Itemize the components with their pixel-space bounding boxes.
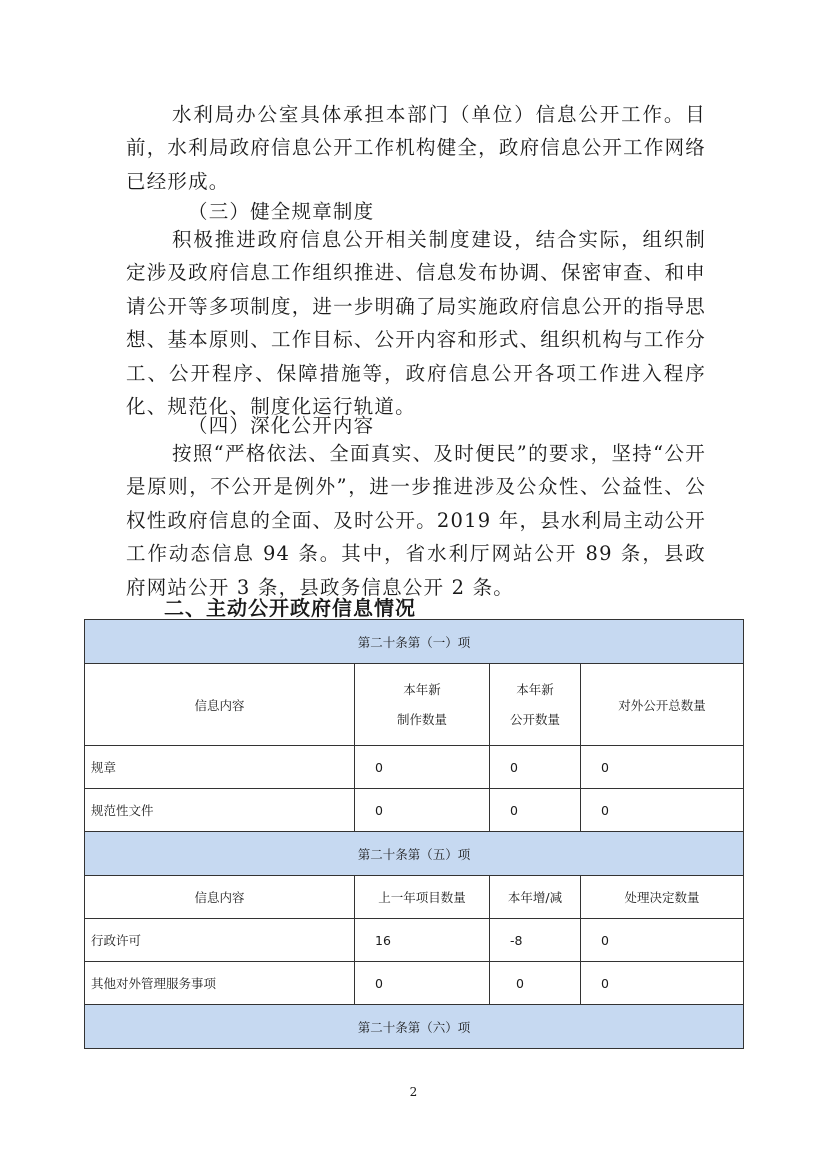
header-info-content: 信息内容: [85, 664, 355, 746]
row-value: 0: [355, 962, 490, 1005]
band-article-20-6: 第二十条第（六）项: [85, 1005, 744, 1049]
paragraph-rules: 积极推进政府信息公开相关制度建设，结合实际，组织制定涉及政府信息工作组织推进、信息发布协调、保密审查、和申请公开等多项制度，进一步明确了局实施政府信息公开的指导思想、基本原则、工作目标、公开内容和形式、组织机构与工作分工、公开程序、保障措施等，政府信息公开各项工作进入程序化、规范化、制度化运行轨道。: [126, 228, 706, 419]
row-value: 0: [581, 789, 744, 832]
table-row: [85, 919, 744, 962]
row-name: 规章: [85, 746, 355, 789]
header-total-published: 对外公开总数量: [581, 664, 744, 746]
row-value: 0: [581, 962, 744, 1005]
row-name: 行政许可: [85, 919, 355, 962]
row-value: 0: [581, 746, 744, 789]
row-value: 0: [490, 962, 581, 1005]
paragraph-content: 按照“严格依法、全面真实、及时便民”的要求，坚持“公开是原则，不公开是例外”，进一步推进涉及公众性、公益性、公权性政府信息的全面、及时公开。2019 年，县水利局主动公开工作动态信息 94 条。其中，省水利厅网站公开 89 条，县政府网站公开 3 条，县政务信息公开 2 条。: [126, 442, 706, 599]
row-value: -8: [490, 919, 581, 962]
header-new-published-line1: 本年新: [516, 681, 554, 697]
row-name: 其他对外管理服务事项: [85, 962, 355, 1005]
row-value: 0: [581, 919, 744, 962]
header-new-published: [490, 664, 581, 746]
table-header-row: [85, 876, 744, 919]
row-value: 0: [490, 789, 581, 832]
table-band-row: [85, 832, 744, 876]
table-row: [85, 746, 744, 789]
header-new-published-line2: 公开数量: [509, 711, 560, 727]
header-year-change: 本年增/减: [490, 876, 581, 919]
subheading-rules: （三）健全规章制度: [188, 200, 375, 223]
header-decision-count: 处理决定数量: [581, 876, 744, 919]
disclosure-table: [84, 619, 744, 1049]
band-article-20-5: 第二十条第（五）项: [85, 832, 744, 876]
section-heading: 二、主动公开政府信息情况: [164, 596, 416, 620]
table-band-row: [85, 1005, 744, 1049]
table-row: [85, 789, 744, 832]
header-prev-year-count: 上一年项目数量: [355, 876, 490, 919]
row-value: 0: [355, 789, 490, 832]
page-number: 2: [409, 1085, 418, 1099]
row-value: 0: [490, 746, 581, 789]
header-new-made-line1: 本年新: [403, 681, 441, 697]
table-band-row: [85, 620, 744, 664]
table-row: [85, 962, 744, 1005]
row-name: 规范性文件: [85, 789, 355, 832]
band-article-20-1: 第二十条第（一）项: [85, 620, 744, 664]
row-value: 0: [355, 746, 490, 789]
row-value: 16: [355, 919, 490, 962]
subheading-content: （四）深化公开内容: [188, 414, 375, 437]
header-info-content: 信息内容: [85, 876, 355, 919]
paragraph-office-duty: 水利局办公室具体承担本部门（单位）信息公开工作。目前，水利局政府信息公开工作机构健全，政府信息公开工作网络已经形成。: [126, 103, 706, 193]
header-new-made: [355, 664, 490, 746]
table-header-row: [85, 664, 744, 746]
header-new-made-line2: 制作数量: [396, 711, 447, 727]
